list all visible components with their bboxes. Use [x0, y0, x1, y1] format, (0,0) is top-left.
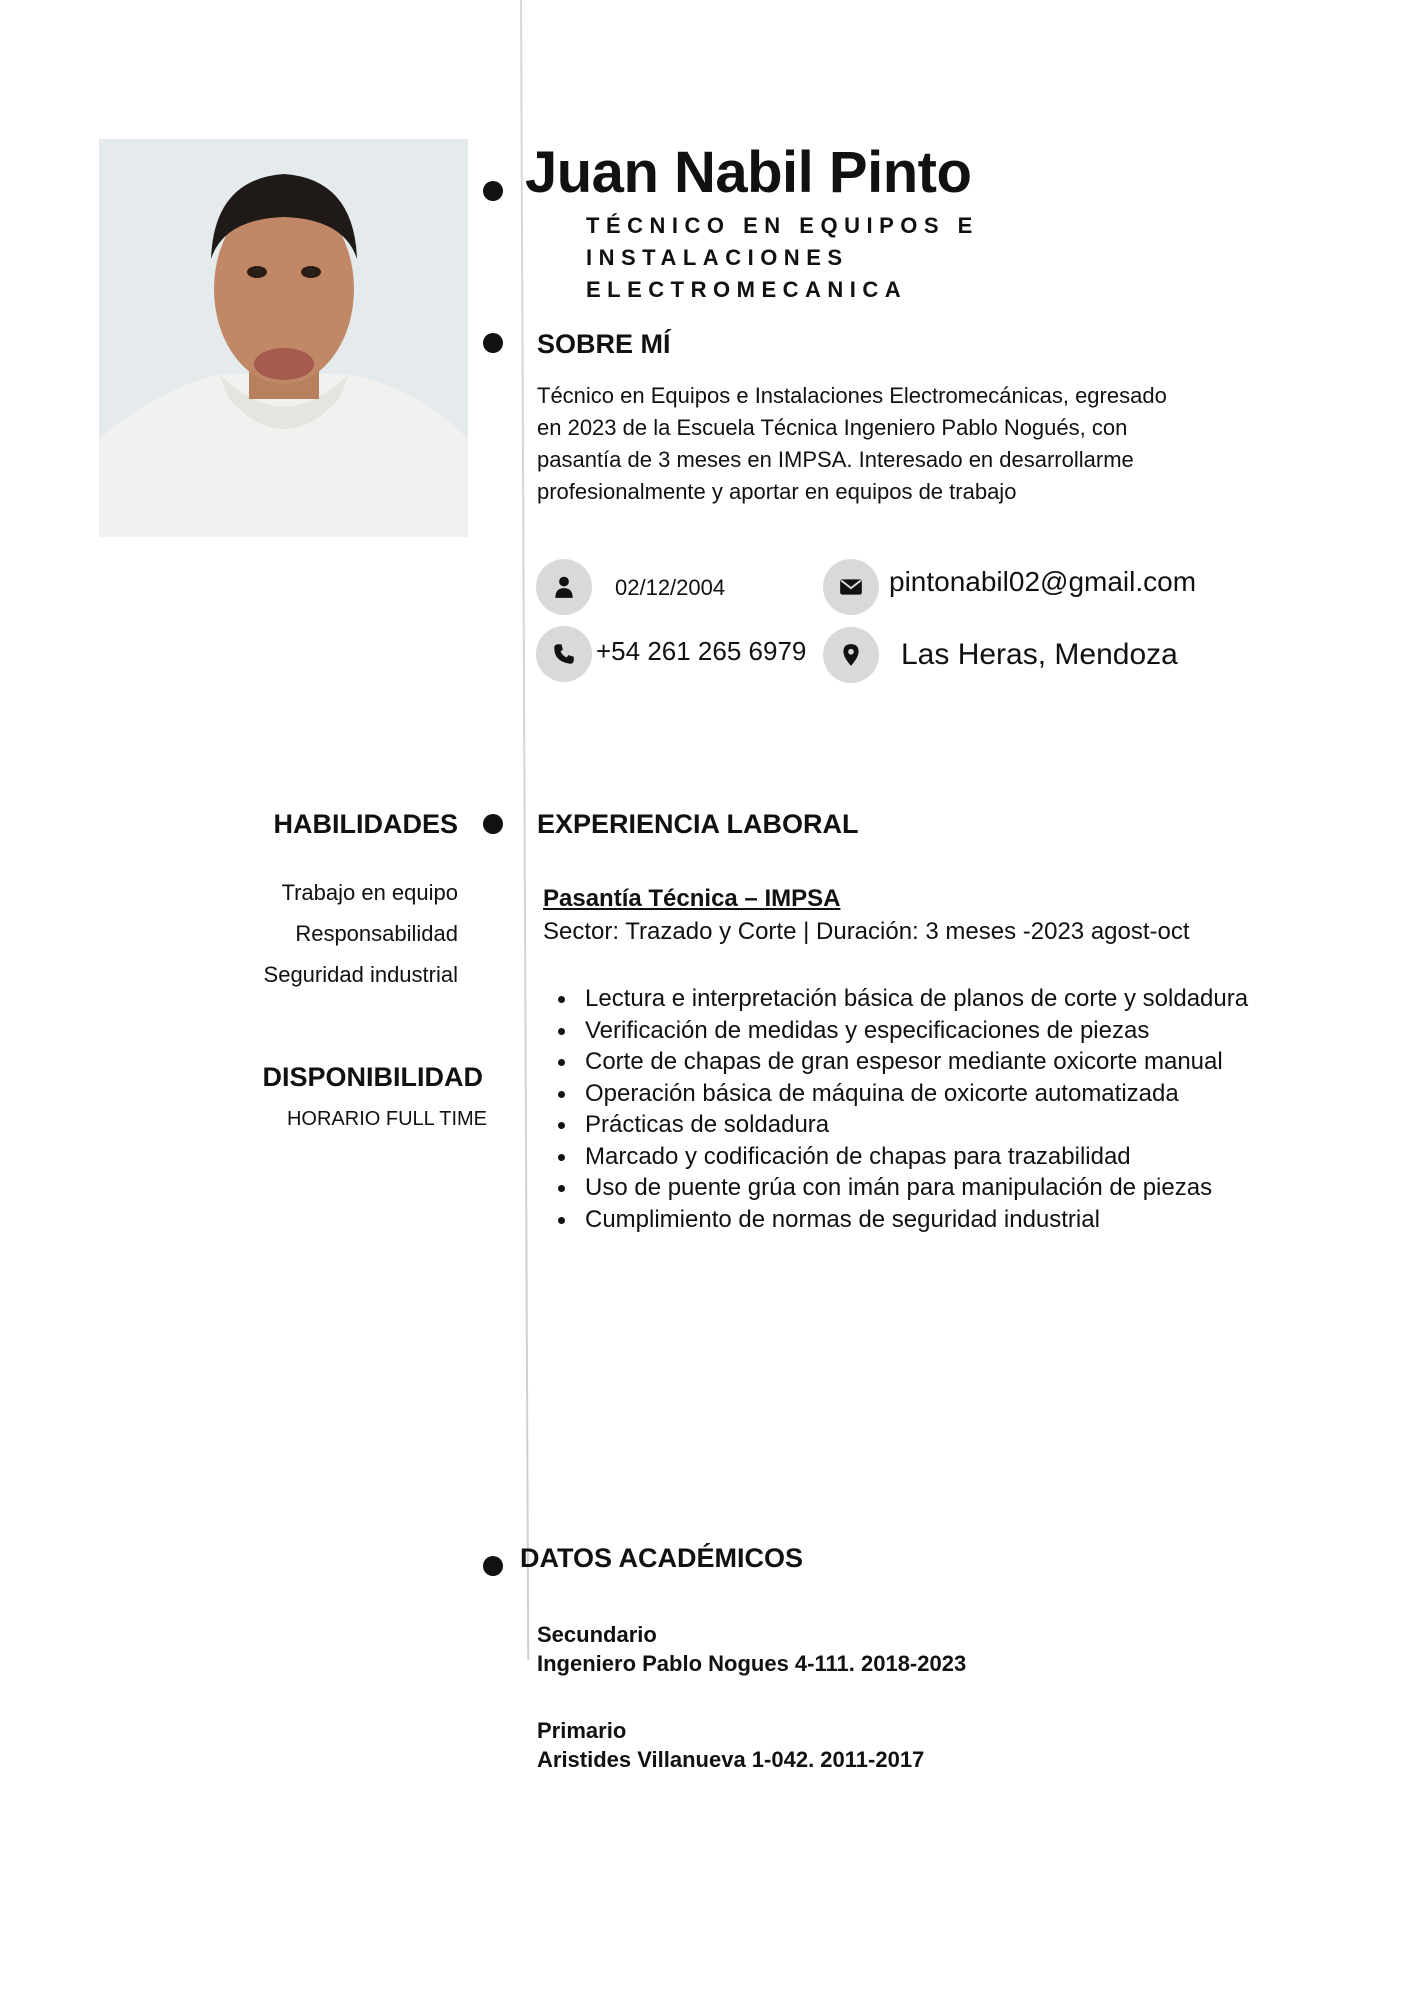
full-name: Juan Nabil Pinto: [525, 140, 972, 205]
list-item: Prácticas de soldadura: [543, 1109, 1263, 1141]
availability-heading: DISPONIBILIDAD: [262, 1062, 483, 1092]
list-item: Cumplimiento de normas de seguridad industrial: [543, 1204, 1263, 1236]
location-pin-icon: [823, 627, 879, 683]
subtitle-line: ELECTROMECANICA: [586, 277, 908, 302]
profile-photo: [99, 139, 468, 537]
about-text: Técnico en Equipos e Instalaciones Electromecánicas, egresado en 2023 de la Escuela Técnica Ingeniero Pablo Nogués, con pasantía de 3 meses en IMPSA. Interesado en desarrollarme profesionalmente y aportar en equipos de trabajo: [537, 383, 1167, 504]
timeline-dot-experience: [483, 814, 503, 834]
internship-title: Pasantía Técnica – IMPSA: [543, 885, 841, 912]
birthdate: 02/12/2004: [615, 575, 726, 600]
timeline-line: [520, 0, 529, 1660]
skills-heading: HABILIDADES: [273, 809, 458, 839]
education-heading: DATOS ACADÉMICOS: [520, 1543, 804, 1573]
list-item: Marcado y codificación de chapas para trazabilidad: [543, 1141, 1263, 1173]
phone-icon: [536, 626, 592, 682]
about-heading: SOBRE MÍ: [537, 329, 671, 359]
skill-item: Responsabilidad: [295, 921, 458, 946]
skills-list: [264, 872, 458, 995]
list-item: Operación básica de máquina de oxicorte automatizada: [543, 1078, 1263, 1110]
timeline-dot-about: [483, 333, 503, 353]
subtitle-line: INSTALACIONES: [586, 245, 849, 270]
duties-list: [543, 983, 1263, 1235]
mail-icon: [823, 559, 879, 615]
experience-heading: EXPERIENCIA LABORAL: [537, 809, 859, 839]
secondary-school: Ingeniero Pablo Nogues 4-111. 2018-2023: [537, 1651, 967, 1676]
availability-value: HORARIO FULL TIME: [286, 1108, 487, 1130]
list-item: Corte de chapas de gran espesor mediante oxicorte manual: [543, 1046, 1263, 1078]
timeline-dot-header: [483, 181, 503, 201]
location: Las Heras, Mendoza: [901, 638, 1178, 671]
subtitle-line: TÉCNICO EN EQUIPOS E: [586, 213, 979, 238]
internship-meta: Sector: Trazado y Corte | Duración: 3 meses -2023 agost-oct: [543, 918, 1190, 945]
skill-item: Seguridad industrial: [263, 962, 458, 987]
person-icon: [536, 559, 592, 615]
email-link[interactable]: pintonabil02@gmail.com: [889, 566, 1197, 597]
phone-number: +54 261 265 6979: [596, 636, 807, 666]
primary-school: Aristides Villanueva 1-042. 2011-2017: [537, 1747, 925, 1772]
job-title-subtitle: [586, 210, 1056, 306]
list-item: Lectura e interpretación básica de planos de corte y soldadura: [543, 983, 1263, 1015]
list-item: Uso de puente grúa con imán para manipulación de piezas: [543, 1172, 1263, 1204]
timeline-dot-education: [483, 1556, 503, 1576]
skill-item: Trabajo en equipo: [281, 880, 458, 905]
list-item: Verificación de medidas y especificaciones de piezas: [543, 1015, 1263, 1047]
secondary-level: Secundario: [537, 1622, 657, 1647]
primary-level: Primario: [537, 1718, 627, 1743]
